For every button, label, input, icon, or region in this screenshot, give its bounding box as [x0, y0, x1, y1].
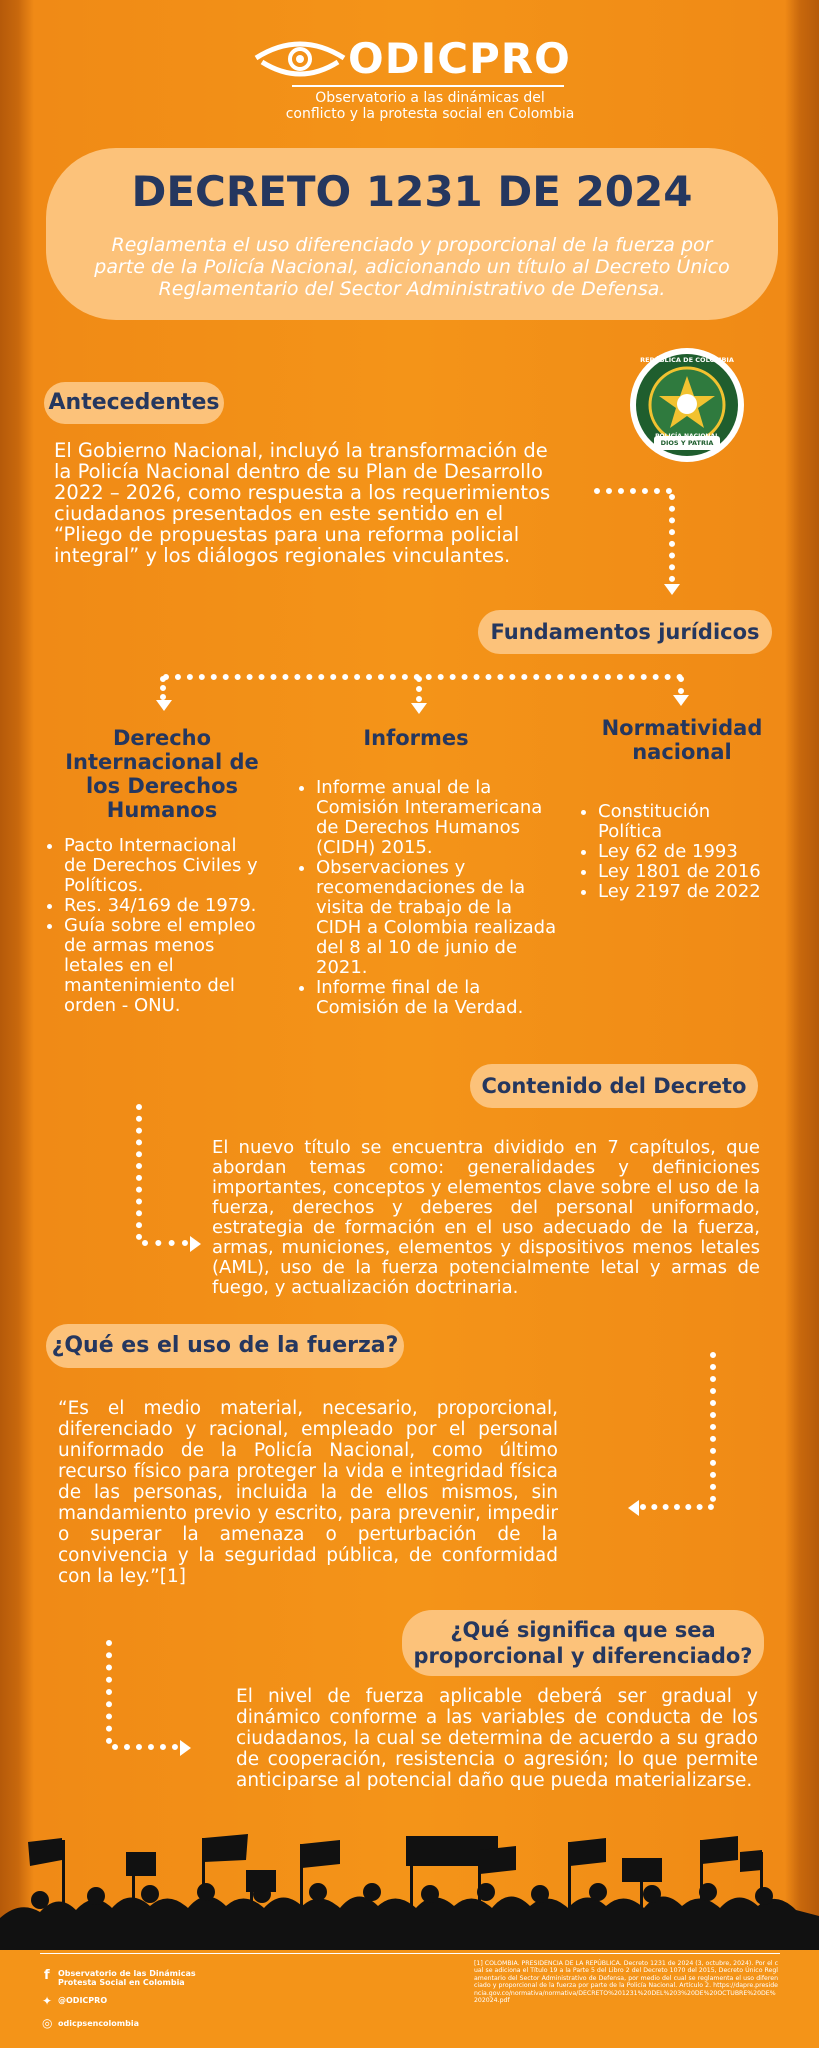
list-item: • Ley 1801 de 2016	[598, 862, 780, 882]
connector-line	[136, 1104, 142, 1240]
facebook-link[interactable]: Observatorio de las Dinámicas Protesta Social en Colombia	[58, 1969, 196, 1987]
tree-connector	[163, 674, 683, 680]
logo-subtitle-line1: Observatorio a las dinámicas del	[315, 90, 545, 106]
connector-line	[112, 1744, 178, 1750]
column-heading-informes: Informes	[363, 726, 469, 750]
list-item: • Informe anual de la Comisión Interamericana de Derechos Humanos (CIDH) 2015.	[316, 778, 560, 858]
title-description: Reglamenta el uso diferenciado y proporcional de la fuerza por parte de la Policía Nacional, adicionando un título al Decreto Único Reglamentario del Sector Administrativo de Defensa.	[94, 234, 730, 300]
footer-reference: [1] COLOMBIA. PRESIDENCIA DE LA REPÚBLICA. Decreto 1231 de 2024 (3, octubre, 2024). Por el cual se adiciona el Título 19 a la Parte 5 del Libro 2 del Decreto 1070 del 2015, Decreto Único Reglamentario del Sector Administrativo de Defensa, por medio del cual se reglamenta el uso diferenciado y proporcional de la fuerza por parte de la Policía Nacional. Artículo 2. https://dapre.presidencia.gov.co/normativa/normativa/DECRETO%201231%20DEL%203%20DE%20OCTUBRE%20DE%202024.pdf	[474, 1960, 778, 2005]
seal-middle-text: POLICÍA NACIONAL	[655, 433, 719, 440]
seal-top-text: REPÚBLICA DE COLOMBIA	[640, 356, 734, 364]
footer-divider	[40, 1953, 780, 1954]
proporcional-text: El nivel de fuerza aplicable deberá ser gradual y dinámico conforme a las variables de conducta de los ciudadanos, la cual se determina de acuerdo a su grado de cooperación, resistencia o agresión; lo que permite anticiparse al potencial daño que pueda materializarse.	[236, 1686, 758, 1791]
logo-subtitle-line2: conflicto y la protesta social en Colombia	[285, 106, 575, 122]
arrow-right-icon	[190, 1236, 201, 1252]
logo-divider	[292, 85, 564, 87]
tree-connector	[678, 676, 684, 694]
list-item: • Observaciones y recomendaciones de la visita de trabajo de la CIDH a Colombia realizada del 8 al 10 de junio de 2021.	[316, 858, 560, 978]
connector-line	[142, 1240, 188, 1246]
column-list-ddhh	[46, 836, 264, 1016]
logo-text: ODICPRO	[348, 34, 571, 83]
contenido-heading: Contenido del Decreto	[470, 1064, 758, 1108]
proporcional-heading	[402, 1610, 764, 1676]
list-item: • Res. 34/169 de 1979.	[64, 896, 264, 916]
list-item: • Constitución Política	[598, 802, 780, 842]
protest-crowd-illustration	[0, 1830, 819, 1954]
arrow-down-icon	[673, 695, 689, 706]
tree-connector	[160, 676, 166, 700]
list-item: • Ley 62 de 1993	[598, 842, 780, 862]
arrow-down-icon	[664, 584, 680, 595]
instagram-icon[interactable]: ◎	[42, 2016, 53, 2030]
proporcional-heading-line1: ¿Qué significa que sea	[450, 1618, 716, 1642]
logo-subtitle	[230, 90, 630, 122]
facebook-icon[interactable]: f	[44, 1968, 50, 1983]
column-list-informes	[298, 778, 560, 1018]
arrow-right-icon	[180, 1740, 191, 1756]
contenido-text: El nuevo título se encuentra dividido en 7 capítulos, que abordan temas como: generalidades y definiciones importantes, conceptos y elementos clave sobre el uso de la fuerza, derechos y deberes del personal uniformado, estrategia de formación en el uso adecuado de la fuerza, armas, municiones, elementos y dispositivos menos letales (AML), uso de la fuerza potencialmente letal y armas de fuego, y actualización doctrinaria.	[212, 1137, 760, 1298]
twitter-icon[interactable]: ✦	[42, 1994, 53, 2008]
proporcional-heading-line2: proporcional y diferenciado?	[413, 1644, 753, 1668]
arrow-left-icon	[628, 1500, 639, 1516]
uso-fuerza-heading: ¿Qué es el uso de la fuerza?	[46, 1324, 404, 1368]
arrow-down-icon	[156, 700, 172, 711]
connector-line	[710, 1352, 716, 1502]
column-heading-ddhh: Derecho Internacional de los Derechos Humanos	[65, 726, 259, 822]
twitter-link[interactable]: @ODICPRO	[58, 1996, 108, 2005]
eye-logo-icon	[252, 34, 348, 82]
fundamentos-heading: Fundamentos jurídicos	[478, 610, 772, 654]
antecedentes-heading: Antecedentes	[44, 382, 224, 424]
column-heading-normatividad: Normatividad nacional	[601, 716, 763, 764]
antecedentes-text: El Gobierno Nacional, incluyó la transformación de la Policía Nacional dentro de su Plan de Desarrollo 2022 – 2026, como respuesta a los requerimientos ciudadanos presentados en este sentido en el “Pliego de propuestas para una reforma policial integral” y los diálogos regionales vinculantes.	[54, 439, 551, 567]
list-item: • Guía sobre el empleo de armas menos letales en el mantenimiento del orden - ONU.	[64, 916, 264, 1016]
tree-connector	[416, 676, 422, 702]
connector-line	[669, 494, 675, 582]
arrow-down-icon	[411, 703, 427, 714]
seal-bottom-text: DIOS Y PATRIA	[660, 439, 714, 447]
list-item: • Informe final de la Comisión de la Verdad.	[316, 978, 560, 1018]
column-list-normatividad	[580, 802, 780, 902]
list-item: • Ley 2197 de 2022	[598, 882, 780, 902]
list-item: • Pacto Internacional de Derechos Civiles y Políticos.	[64, 836, 264, 896]
uso-fuerza-text: “Es el medio material, necesario, proporcional, diferenciado y racional, empleado por el personal uniformado de la Policía Nacional, como último recurso físico para proteger la vida e integridad física de las personas, incluida la de ellos mismos, sin mandamiento previo y escrito, para prevenir, impedir o superar la amenaza o perturbación de la convivencia y la seguridad pública, de conformidad con la ley.”[1]	[58, 1398, 558, 1587]
title-panel	[46, 148, 778, 320]
page-title: DECRETO 1231 DE 2024	[131, 167, 693, 216]
connector-line	[594, 488, 672, 494]
connector-line	[106, 1640, 112, 1744]
connector-line	[640, 1504, 714, 1510]
instagram-link[interactable]: odicpsencolombia	[58, 2019, 139, 2028]
